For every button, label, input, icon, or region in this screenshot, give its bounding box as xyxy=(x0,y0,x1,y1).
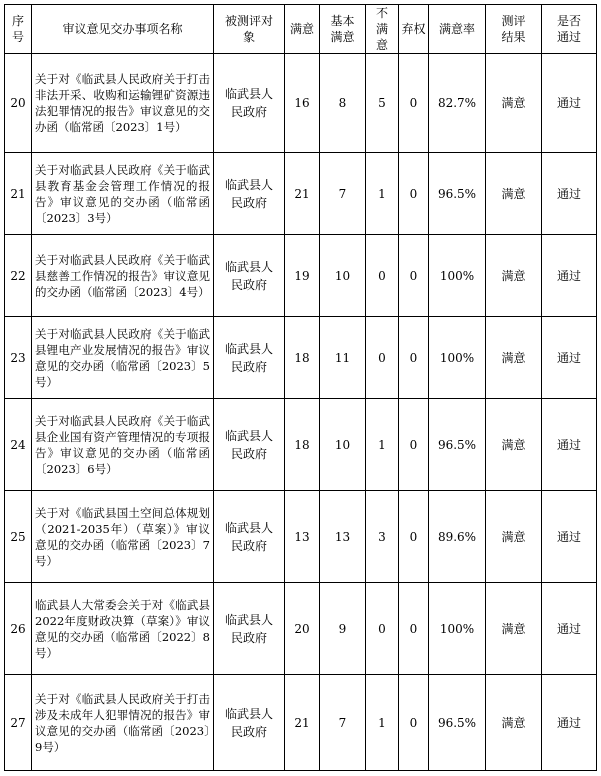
cell-basic: 7 xyxy=(320,675,366,771)
table-row xyxy=(5,583,597,675)
header-unsatisfied: 不满意 xyxy=(366,5,399,54)
cell-passed: 通过 xyxy=(542,54,597,153)
cell-basic: 11 xyxy=(320,317,366,399)
cell-seq: 27 xyxy=(5,675,32,771)
cell-seq: 25 xyxy=(5,491,32,583)
cell-abstain: 0 xyxy=(399,583,429,675)
cell-satisfied: 18 xyxy=(285,399,320,491)
cell-unsatisfied: 0 xyxy=(366,583,399,675)
cell-seq: 23 xyxy=(5,317,32,399)
cell-unsatisfied: 3 xyxy=(366,491,399,583)
table-row xyxy=(5,54,597,153)
cell-name: 关于对《临武县人民政府关于打击非法开采、收购和运输锂矿资源违法犯罪情况的报告》审议意见的交办函（临常函〔2023〕1号） xyxy=(32,54,214,153)
cell-abstain: 0 xyxy=(399,491,429,583)
cell-abstain: 0 xyxy=(399,153,429,235)
cell-rate: 89.6% xyxy=(429,491,486,583)
header-basic: 基本满意 xyxy=(320,5,366,54)
cell-name: 关于对临武县人民政府《关于临武县慈善工作情况的报告》审议意见的交办函（临常函〔2023〕4号） xyxy=(32,235,214,317)
cell-satisfied: 20 xyxy=(285,583,320,675)
cell-name: 关于对《临武县人民政府关于打击涉及未成年人犯罪情况的报告》审议意见的交办函（临常函〔2023〕9号） xyxy=(32,675,214,771)
table-row xyxy=(5,317,597,399)
cell-target: 临武县人民政府 xyxy=(214,235,285,317)
cell-name: 关于对临武县人民政府《关于临武县企业国有资产管理情况的专项报告》审议意见的交办函（临常函〔2023〕6号） xyxy=(32,399,214,491)
cell-satisfied: 16 xyxy=(285,54,320,153)
cell-rate: 100% xyxy=(429,583,486,675)
cell-basic: 10 xyxy=(320,235,366,317)
cell-abstain: 0 xyxy=(399,54,429,153)
cell-rate: 100% xyxy=(429,317,486,399)
cell-target: 临武县人民政府 xyxy=(214,583,285,675)
cell-target: 临武县人民政府 xyxy=(214,675,285,771)
cell-basic: 13 xyxy=(320,491,366,583)
cell-name: 临武县人大常委会关于对《临武县2022年度财政决算（草案）》审议意见的交办函（临常函〔2022〕8号） xyxy=(32,583,214,675)
header-passed: 是否通过 xyxy=(542,5,597,54)
cell-satisfied: 21 xyxy=(285,675,320,771)
header-abstain: 弃权 xyxy=(399,5,429,54)
header-name: 审议意见交办事项名称 xyxy=(32,5,214,54)
table-row xyxy=(5,675,597,771)
header-result: 测评结果 xyxy=(486,5,542,54)
header-seq: 序号 xyxy=(5,5,32,54)
cell-result: 满意 xyxy=(486,235,542,317)
table-header-row xyxy=(5,5,597,54)
cell-seq: 20 xyxy=(5,54,32,153)
cell-result: 满意 xyxy=(486,399,542,491)
cell-rate: 96.5% xyxy=(429,675,486,771)
cell-name: 关于对《临武县国土空间总体规划（2021-2035年）（草案）》审议意见的交办函（临常函〔2023〕7号） xyxy=(32,491,214,583)
cell-satisfied: 18 xyxy=(285,317,320,399)
cell-passed: 通过 xyxy=(542,399,597,491)
cell-passed: 通过 xyxy=(542,675,597,771)
cell-basic: 8 xyxy=(320,54,366,153)
header-satisfied: 满意 xyxy=(285,5,320,54)
cell-basic: 9 xyxy=(320,583,366,675)
cell-rate: 96.5% xyxy=(429,153,486,235)
table-row xyxy=(5,491,597,583)
cell-passed: 通过 xyxy=(542,235,597,317)
cell-result: 满意 xyxy=(486,583,542,675)
cell-result: 满意 xyxy=(486,54,542,153)
cell-passed: 通过 xyxy=(542,317,597,399)
header-target: 被测评对象 xyxy=(214,5,285,54)
cell-target: 临武县人民政府 xyxy=(214,153,285,235)
table-row xyxy=(5,235,597,317)
cell-seq: 26 xyxy=(5,583,32,675)
cell-unsatisfied: 0 xyxy=(366,317,399,399)
table-row xyxy=(5,399,597,491)
cell-basic: 7 xyxy=(320,153,366,235)
cell-target: 临武县人民政府 xyxy=(214,399,285,491)
cell-target: 临武县人民政府 xyxy=(214,317,285,399)
cell-abstain: 0 xyxy=(399,317,429,399)
cell-rate: 82.7% xyxy=(429,54,486,153)
cell-unsatisfied: 0 xyxy=(366,235,399,317)
cell-result: 满意 xyxy=(486,675,542,771)
cell-satisfied: 19 xyxy=(285,235,320,317)
table-row xyxy=(5,153,597,235)
header-rate: 满意率 xyxy=(429,5,486,54)
cell-seq: 24 xyxy=(5,399,32,491)
cell-unsatisfied: 1 xyxy=(366,675,399,771)
cell-result: 满意 xyxy=(486,491,542,583)
cell-abstain: 0 xyxy=(399,675,429,771)
cell-name: 关于对临武县人民政府《关于临武县教育基金会管理工作情况的报告》审议意见的交办函（临常函〔2023〕3号） xyxy=(32,153,214,235)
cell-satisfied: 21 xyxy=(285,153,320,235)
cell-name: 关于对临武县人民政府《关于临武县锂电产业发展情况的报告》审议意见的交办函（临常函〔2023〕5号） xyxy=(32,317,214,399)
cell-passed: 通过 xyxy=(542,491,597,583)
cell-abstain: 0 xyxy=(399,235,429,317)
cell-seq: 21 xyxy=(5,153,32,235)
cell-abstain: 0 xyxy=(399,399,429,491)
evaluation-table xyxy=(4,4,597,771)
cell-result: 满意 xyxy=(486,317,542,399)
cell-target: 临武县人民政府 xyxy=(214,54,285,153)
cell-unsatisfied: 1 xyxy=(366,399,399,491)
cell-rate: 96.5% xyxy=(429,399,486,491)
cell-basic: 10 xyxy=(320,399,366,491)
cell-unsatisfied: 5 xyxy=(366,54,399,153)
cell-passed: 通过 xyxy=(542,583,597,675)
cell-result: 满意 xyxy=(486,153,542,235)
cell-rate: 100% xyxy=(429,235,486,317)
cell-unsatisfied: 1 xyxy=(366,153,399,235)
cell-satisfied: 13 xyxy=(285,491,320,583)
cell-target: 临武县人民政府 xyxy=(214,491,285,583)
cell-seq: 22 xyxy=(5,235,32,317)
cell-passed: 通过 xyxy=(542,153,597,235)
